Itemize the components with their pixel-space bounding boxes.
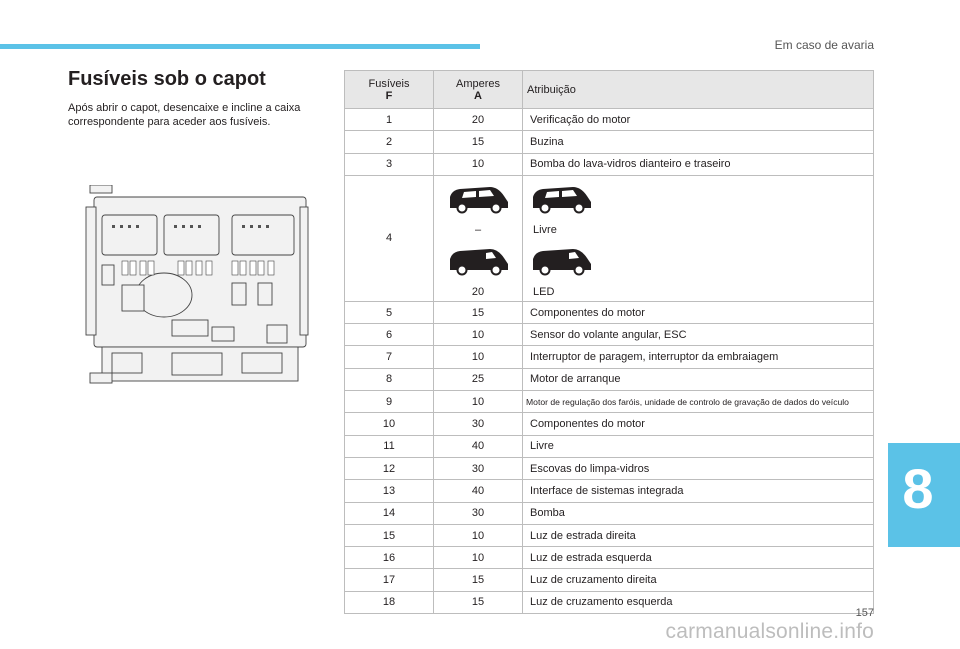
fuse-number: 15	[345, 524, 434, 546]
table-row	[345, 502, 874, 524]
fuse-amps: 15	[434, 569, 523, 591]
fuse-box-diagram	[82, 185, 310, 390]
fuse-amps: 40	[434, 480, 523, 502]
fuse-number: 2	[345, 131, 434, 153]
van-with-windows-icon	[446, 184, 512, 214]
table-row	[345, 457, 874, 479]
table-header-row	[345, 71, 874, 109]
fuse-number: 11	[345, 435, 434, 457]
fuse-amps: 30	[434, 502, 523, 524]
fuse-amps: 10	[434, 346, 523, 368]
watermark: carmanualsonline.info	[665, 620, 874, 643]
fuse-attribution: Sensor do volante angular, ESC	[523, 324, 874, 346]
table-row	[345, 591, 874, 613]
van-with-windows-icon	[529, 184, 595, 214]
fuse-number: 16	[345, 547, 434, 569]
table-row	[345, 435, 874, 457]
fuse-attribution: Bomba	[523, 502, 874, 524]
table-row	[345, 131, 874, 153]
fuse-number: 5	[345, 301, 434, 323]
fuse-amps: 40	[434, 435, 523, 457]
intro-paragraph: Após abrir o capot, desencaixe e incline a caixa correspondente para aceder aos fusíveis.	[68, 102, 301, 128]
table-row	[345, 569, 874, 591]
table-row	[345, 109, 874, 131]
header-amps-label: Amperes	[455, 77, 501, 90]
page-number: 157	[855, 607, 874, 619]
fuse-amps-cell	[434, 175, 523, 301]
fuse-attribution: Interruptor de paragem, interruptor da embraiagem	[523, 346, 874, 368]
fuse-attribution-variant-a: Livre	[533, 224, 557, 237]
table-row	[345, 175, 874, 301]
fuse-amps-variant-a: –	[474, 224, 482, 237]
fuse-amps: 25	[434, 368, 523, 390]
van-panel-icon	[529, 246, 595, 276]
fuse-attribution: Luz de cruzamento esquerda	[523, 591, 874, 613]
header-fuses-label: Fusíveis	[368, 77, 410, 90]
fuse-amps: 20	[434, 109, 523, 131]
fuse-number: 4	[345, 175, 434, 301]
fuse-number: 12	[345, 457, 434, 479]
header-amps-symbol: A	[474, 89, 482, 102]
table-row	[345, 480, 874, 502]
fuse-attribution: Verificação do motor	[523, 109, 874, 131]
fuse-amps: 15	[434, 301, 523, 323]
fuse-attribution: Luz de cruzamento direita	[523, 569, 874, 591]
fuse-number: 8	[345, 368, 434, 390]
table-row	[345, 391, 874, 413]
fuse-attribution: Escovas do limpa-vidros	[523, 457, 874, 479]
header-fuses	[345, 71, 434, 109]
fuse-amps: 15	[434, 131, 523, 153]
fuse-attribution-variant-b: LED	[533, 286, 555, 299]
van-panel-icon	[446, 246, 512, 276]
fuse-attribution: Motor de arranque	[523, 368, 874, 390]
fuse-attribution: Componentes do motor	[523, 301, 874, 323]
fuse-amps: 10	[434, 547, 523, 569]
fuse-amps: 10	[434, 324, 523, 346]
fuse-amps: 10	[434, 153, 523, 175]
fuse-number: 14	[345, 502, 434, 524]
fuse-attribution: Livre	[523, 435, 874, 457]
header-fuses-symbol: F	[385, 89, 393, 102]
table-row	[345, 368, 874, 390]
fuse-amps: 15	[434, 591, 523, 613]
table-row	[345, 324, 874, 346]
fuse-number: 6	[345, 324, 434, 346]
fuse-attribution: Motor de regulação dos faróis, unidade de controlo de gravação de dados do veículo	[523, 391, 874, 413]
fuse-attribution: Luz de estrada direita	[523, 524, 874, 546]
fuse-number: 7	[345, 346, 434, 368]
fuse-amps: 10	[434, 524, 523, 546]
table-row	[345, 301, 874, 323]
fuse-attribution: Bomba do lava-vidros dianteiro e traseiro	[523, 153, 874, 175]
table-row	[345, 547, 874, 569]
fuse-number: 13	[345, 480, 434, 502]
fuse-number: 18	[345, 591, 434, 613]
fuse-attribution: Interface de sistemas integrada	[523, 480, 874, 502]
fuse-attribution: Componentes do motor	[523, 413, 874, 435]
fuse-table	[344, 70, 874, 614]
fuse-amps-variant-b: 20	[471, 286, 485, 299]
fuse-attribution: Buzina	[523, 131, 874, 153]
table-row	[345, 346, 874, 368]
table-row	[345, 524, 874, 546]
table-row	[345, 153, 874, 175]
fuse-attribution: Luz de estrada esquerda	[523, 547, 874, 569]
fuse-number: 9	[345, 391, 434, 413]
fuse-amps: 30	[434, 457, 523, 479]
header-amps	[434, 71, 523, 109]
top-accent-bar	[0, 44, 480, 49]
fuse-number: 3	[345, 153, 434, 175]
header-attribution: Atribuição	[523, 71, 874, 109]
section-title: Fusíveis sob o capot	[68, 68, 266, 90]
chapter-title: Em caso de avaria	[774, 38, 874, 52]
chapter-number: 8	[902, 457, 934, 520]
fuse-number: 1	[345, 109, 434, 131]
fuse-amps: 10	[434, 391, 523, 413]
fuse-amps: 30	[434, 413, 523, 435]
fuse-number: 10	[345, 413, 434, 435]
fuse-number: 17	[345, 569, 434, 591]
table-row	[345, 413, 874, 435]
fuse-attribution-cell	[523, 175, 874, 301]
